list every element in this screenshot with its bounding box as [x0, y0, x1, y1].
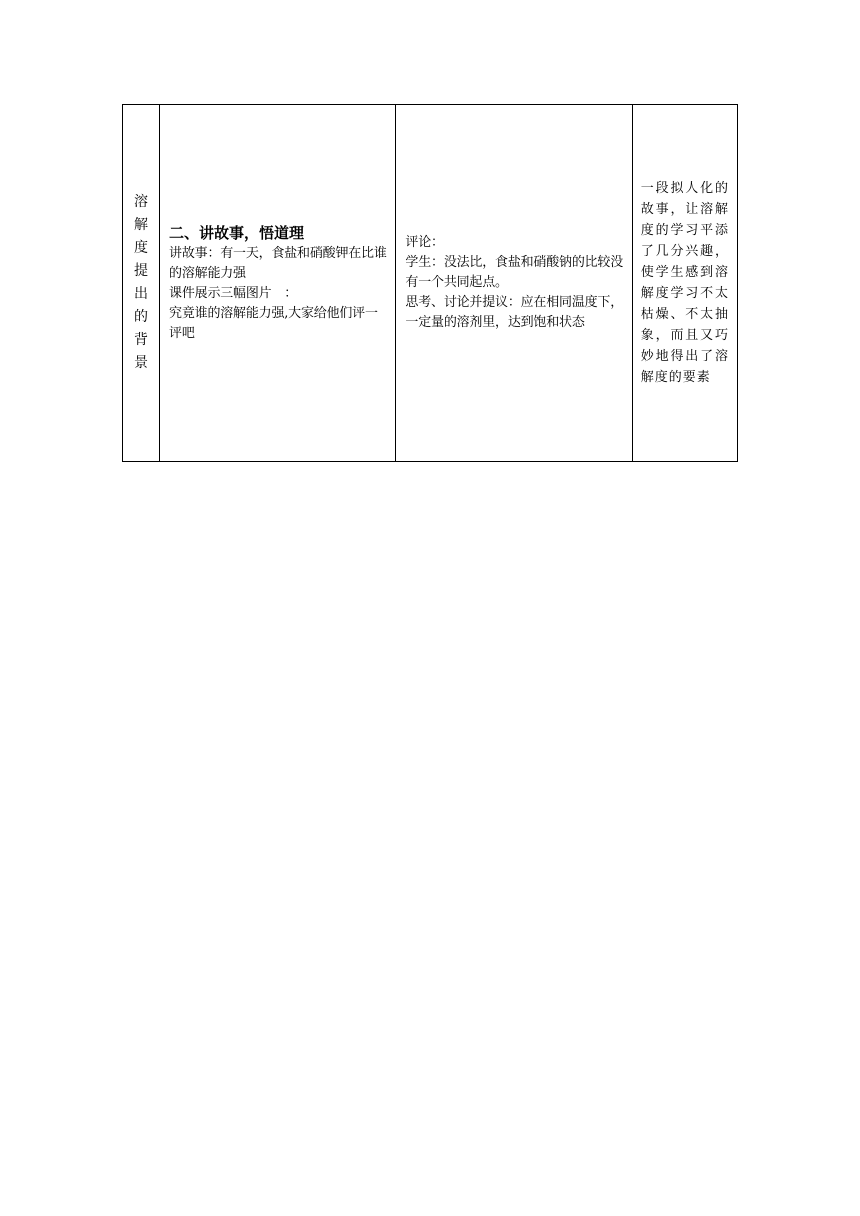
teacher-line-question: 究竟谁的溶解能力强,大家给他们评一评吧 — [169, 306, 378, 341]
student-activity-cell — [396, 105, 632, 462]
teacher-line-story: 讲故事：有一天，食盐和硝酸钾在比谁的溶解能力强 — [169, 246, 387, 281]
teacher-line-slides: 课件展示三幅图片 ： — [169, 286, 298, 301]
student-line-comment: 评论： — [405, 235, 444, 250]
design-intent-text: 一段拟人化的故事，让溶解度的学习平添了几分兴趣，使学生感到溶解度学习不太枯燥、不太抽象，而且又巧妙地得出了溶解度的要素 — [640, 181, 729, 385]
teacher-activity-cell — [160, 105, 396, 462]
lesson-plan-table — [122, 104, 738, 462]
student-line-answer: 学生：没法比，食盐和硝酸钠的比较没有一个共同起点。 — [405, 255, 624, 290]
student-line-proposal: 思考、讨论并提议：应在相同温度下，一定量的溶剂里，达到饱和状态 — [405, 295, 624, 330]
section-heading: 二、讲故事，悟道理 — [169, 224, 305, 242]
design-intent-cell — [632, 105, 737, 462]
stage-cell — [123, 105, 160, 462]
stage-label: 溶解度提出的背景 — [134, 194, 149, 371]
table-row — [123, 105, 738, 462]
